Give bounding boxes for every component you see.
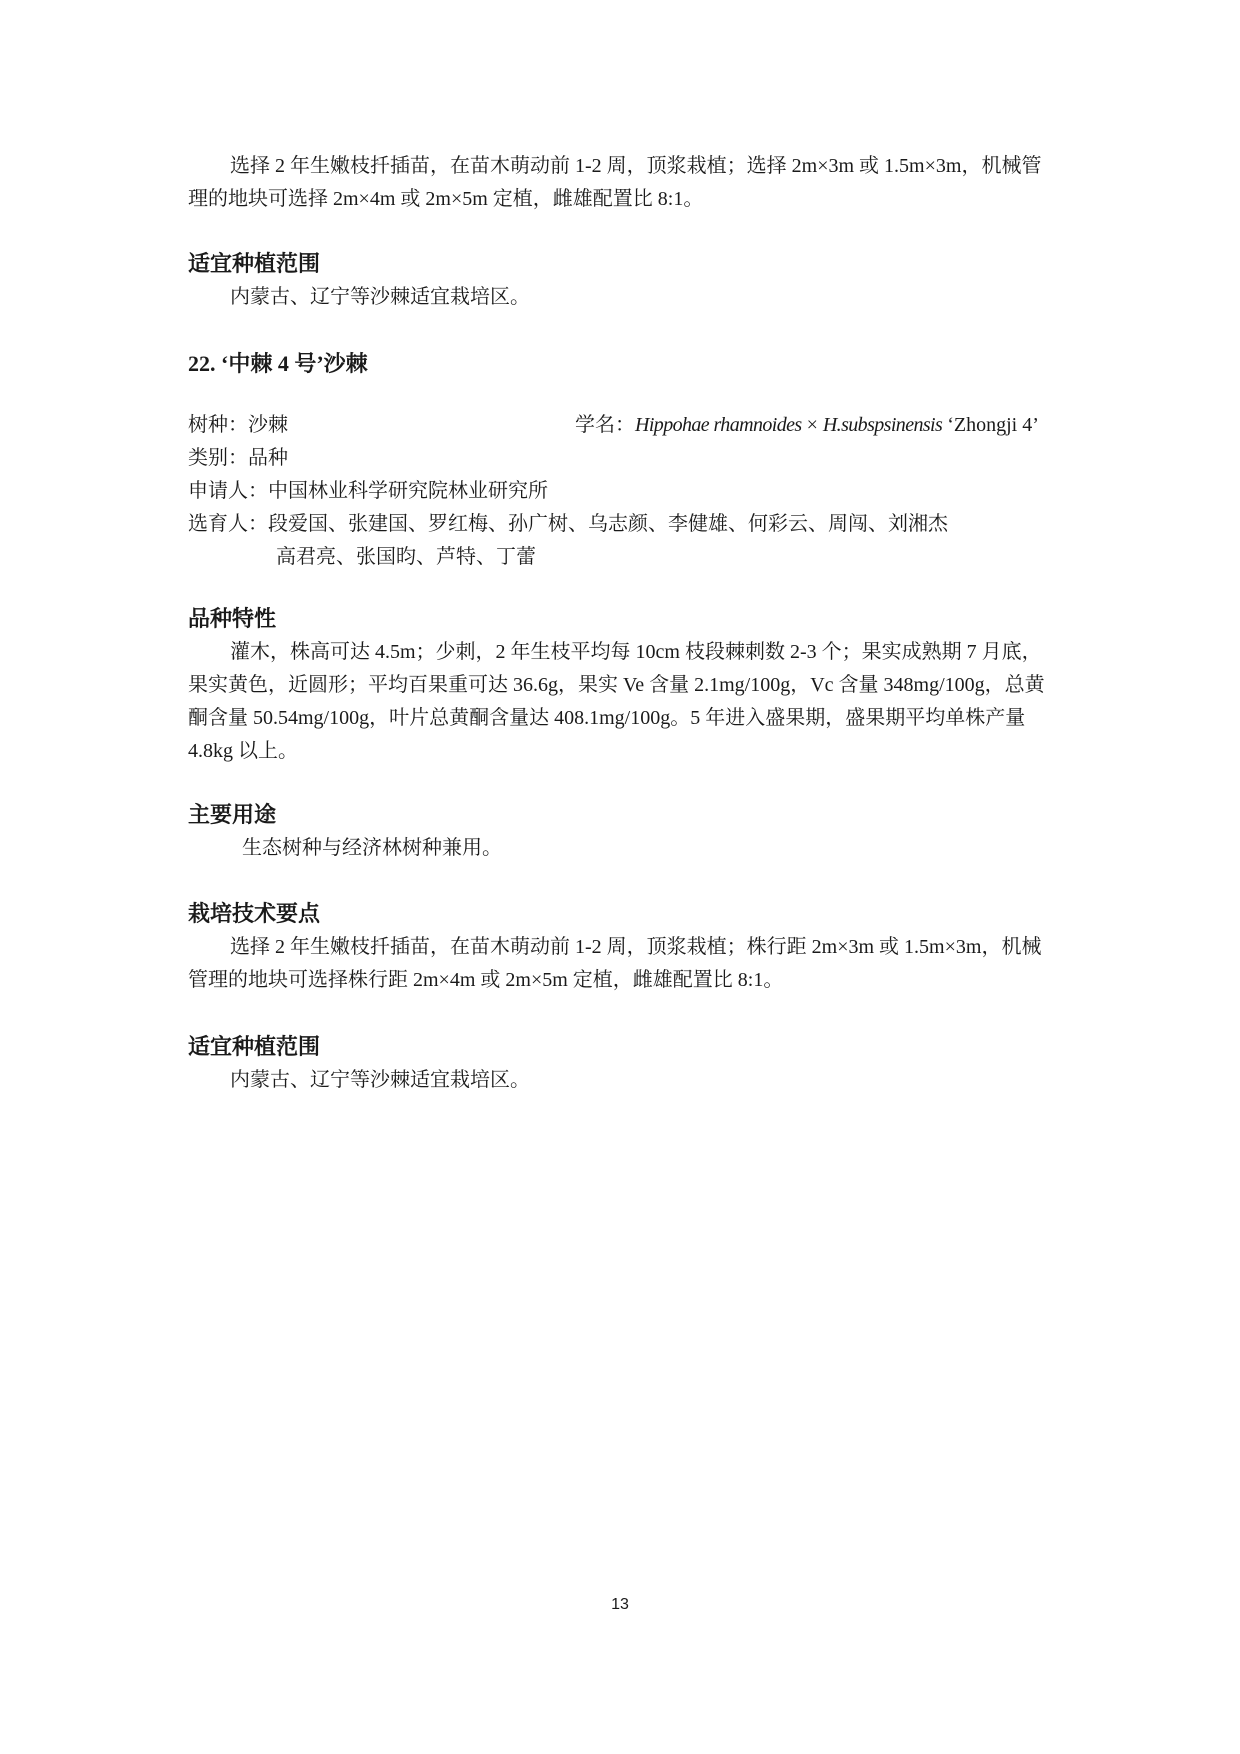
scientific-name-label: 学名： <box>575 414 635 436</box>
scientific-name-field <box>575 410 1039 440</box>
prev-range-heading: 适宜种植范围 <box>188 252 321 277</box>
species-field <box>188 410 288 440</box>
scientific-name-subspecies: H.subspsinensis <box>822 414 943 436</box>
cultivation-heading: 栽培技术要点 <box>188 902 321 927</box>
prev-range-paragraph: 内蒙古、辽宁等沙棘适宜栽培区。 <box>230 286 530 308</box>
scientific-name-cross: × <box>801 414 823 436</box>
scientific-name-cultivar: ‘Zhongji 4’ <box>942 414 1039 436</box>
scientific-name-species: Hippohae rhamnoides <box>635 414 802 436</box>
traits-paragraph: 灌木，株高可达 4.5m；少刺，2 年生枝平均每 10cm 枝段棘刺数 2-3 个；果实成熟期 7 月底，果实黄色，近圆形；平均百果重可达 36.6g，果实 Ve 含量 2.1mg/100g，Vc 含量 348mg/100g，总黄酮含量 50.54mg/100g，叶片总黄酮含量达 408.1mg/100g。5 年进入盛果期，盛果期平均单株产量 4.8kg 以上。 <box>188 641 1045 762</box>
cultivation-paragraph: 选择 2 年生嫩枝扦插苗，在苗木萌动前 1-2 周，顶浆栽植；株行距 2m×3m 或 1.5m×3m，机械管理的地块可选择株行距 2m×4m 或 2m×5m 定植，雌雄配置比 8:1。 <box>188 936 1042 991</box>
breeder-field <box>188 509 948 539</box>
applicant-value: 中国林业科学研究院林业研究所 <box>268 480 548 502</box>
category-label: 类别： <box>188 447 248 469</box>
category-value: 品种 <box>248 447 288 469</box>
species-value: 沙棘 <box>248 414 288 436</box>
traits-heading: 品种特性 <box>188 607 277 632</box>
range-heading: 适宜种植范围 <box>188 1035 321 1060</box>
applicant-field <box>188 476 548 506</box>
prev-cultivation-paragraph: 选择 2 年生嫩枝扦插苗，在苗木萌动前 1-2 周，顶浆栽植；选择 2m×3m 或 1.5m×3m，机械管理的地块可选择 2m×4m 或 2m×5m 定植，雌雄配置比 8:1。 <box>188 155 1042 210</box>
applicant-label: 申请人： <box>188 480 268 502</box>
category-field <box>188 443 288 473</box>
entry-title: 22. ‘中棘 4 号’沙棘 <box>188 351 368 376</box>
page-number: 13 <box>611 1596 629 1613</box>
range-paragraph: 内蒙古、辽宁等沙棘适宜栽培区。 <box>230 1069 530 1091</box>
use-heading: 主要用途 <box>188 803 277 828</box>
breeders-line-2: 高君亮、张国昀、芦特、丁蕾 <box>276 546 536 568</box>
use-paragraph: 生态树种与经济林树种兼用。 <box>242 837 502 859</box>
breeder-label: 选育人： <box>188 513 268 535</box>
breeders-line-1: 段爱国、张建国、罗红梅、孙广树、乌志颜、李健雄、何彩云、周闯、刘湘杰 <box>268 513 948 535</box>
species-label: 树种： <box>188 414 248 436</box>
